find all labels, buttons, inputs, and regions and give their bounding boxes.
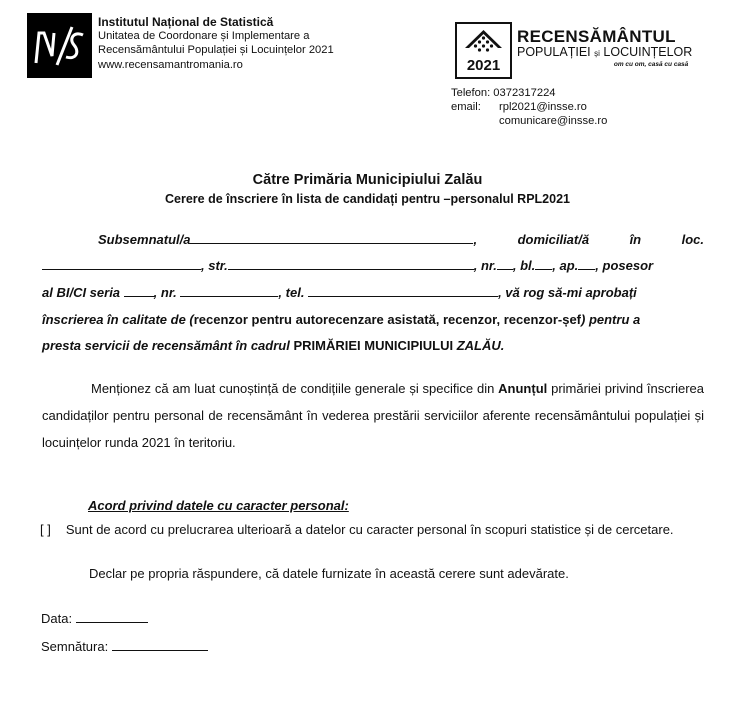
phone-field[interactable] xyxy=(308,285,498,297)
bl-label: , bl. xyxy=(512,258,536,273)
ap-label: , ap. xyxy=(552,258,579,273)
ins-website: www.recensamantromania.ro xyxy=(98,58,243,71)
census-sub-1: POPULAȚIEI xyxy=(517,45,591,59)
form-line-1 xyxy=(42,232,704,247)
nr-label: , nr. xyxy=(473,258,497,273)
id-series-label: al BI/CI seria xyxy=(42,285,121,300)
number-field[interactable] xyxy=(497,258,513,270)
addressee-heading: Către Primăria Municipiului Zalău xyxy=(252,172,483,188)
date-row xyxy=(41,611,148,626)
ins-logo xyxy=(27,13,92,78)
primaria-name: PRIMĂRIEI MUNICIPIULUI xyxy=(293,338,454,353)
contact-email-1: rpl2021@insse.ro xyxy=(499,101,587,113)
name-field[interactable] xyxy=(190,232,473,244)
domiciliat-label: domiciliat/ă xyxy=(517,232,590,247)
census-subtitle xyxy=(517,46,692,60)
in-label: în xyxy=(629,232,642,247)
roles-options: recenzor pentru autorecenzare asistată, recenzor, recenzor-șef xyxy=(193,312,581,327)
date-label: Data: xyxy=(41,611,73,626)
ins-header-text xyxy=(98,15,334,72)
consent-title: Acord privind datele cu caracter personal: xyxy=(88,498,349,513)
form-line-3-content xyxy=(42,285,637,300)
posesor-label: , posesor xyxy=(595,258,654,273)
census-title: RECENSĂMÂNTUL xyxy=(517,27,676,46)
block-field[interactable] xyxy=(535,258,552,270)
form-line-1-name xyxy=(42,232,477,247)
contact-email-2: comunicare@insse.ro xyxy=(499,115,608,127)
presta-label: presta servicii de recensământ în cadrul xyxy=(42,338,290,353)
consent-text: Sunt de acord cu prelucrarea ulterioară a datelor cu caracter personal în scopuri statistice și de cercetare. xyxy=(65,522,674,537)
loc-label: loc. xyxy=(681,232,704,247)
signature-label: Semnătura: xyxy=(41,639,109,654)
id-series-field[interactable] xyxy=(124,285,154,297)
contact-email-label: email: xyxy=(451,101,481,113)
ins-name: Institutul Național de Statistică xyxy=(98,15,274,29)
subject-heading: Cerere de înscriere în lista de candidați pentru –personalul RPL2021 xyxy=(164,192,570,206)
va-rog-label: , vă rog să-mi aprobați xyxy=(498,285,637,300)
census-logo-icon xyxy=(455,22,512,79)
signature-field[interactable] xyxy=(112,639,208,651)
ins-unit-line-1: Unitatea de Coordonare și Implementare a xyxy=(98,30,310,43)
signature-row xyxy=(41,639,208,654)
form-line-4 xyxy=(42,312,704,327)
census-header-text xyxy=(517,28,692,69)
anuntul-link-text: Anunțul xyxy=(498,381,548,396)
id-number-label: , nr. xyxy=(153,285,177,300)
form-line-3 xyxy=(42,285,704,300)
zalau-name: ZALĂU xyxy=(456,338,501,353)
date-field[interactable] xyxy=(76,611,148,623)
form-line-2 xyxy=(42,258,704,273)
census-year: 2021 xyxy=(466,57,501,74)
subsemnatul-label: Subsemnatul/a xyxy=(98,232,191,247)
period: . xyxy=(500,338,505,353)
mention-text-2: primăriei privind înscrierea candidaților pentru personal de recensământ în vederea prestării serviciilor aferente recensământului populației și locuințelor runda 2021 în teritoriu. xyxy=(42,381,704,450)
apartment-field[interactable] xyxy=(578,258,595,270)
tel-label: , tel. xyxy=(278,285,305,300)
str-label: , str. xyxy=(201,258,228,273)
id-number-field[interactable] xyxy=(180,285,278,297)
form-line-2-content xyxy=(42,258,653,273)
street-field[interactable] xyxy=(228,258,474,270)
declaration-text: Declar pe propria răspundere, că datele furnizate în această cerere sunt adevărate. xyxy=(89,566,569,581)
census-tagline: om cu om, casă cu casă xyxy=(613,61,689,68)
mention-text-1: Menționez că am luat cunoștință de condițiile generale și specifice din xyxy=(91,381,499,396)
form-line-5 xyxy=(42,338,704,353)
mention-paragraph xyxy=(42,375,704,456)
house-icon xyxy=(457,24,510,77)
ins-unit-line-2: Recensământului Populației și Locuințelor 2021 xyxy=(98,44,334,57)
pentru-a-label: ) pentru a xyxy=(581,312,641,327)
ins-logo-mark xyxy=(27,13,92,78)
census-sub-2: LOCUINȚELOR xyxy=(603,45,693,59)
consent-checkbox[interactable]: [ ] xyxy=(40,522,51,537)
application-form xyxy=(42,232,704,372)
locality-field[interactable] xyxy=(42,258,201,270)
comma: , xyxy=(473,232,478,247)
consent-block xyxy=(40,520,704,539)
inscrierea-label: înscrierea în calitate de ( xyxy=(42,312,194,327)
census-sub-si: și xyxy=(594,49,600,58)
form-line-4-content xyxy=(42,312,640,327)
contact-phone: Telefon: 0372317224 xyxy=(451,87,556,99)
